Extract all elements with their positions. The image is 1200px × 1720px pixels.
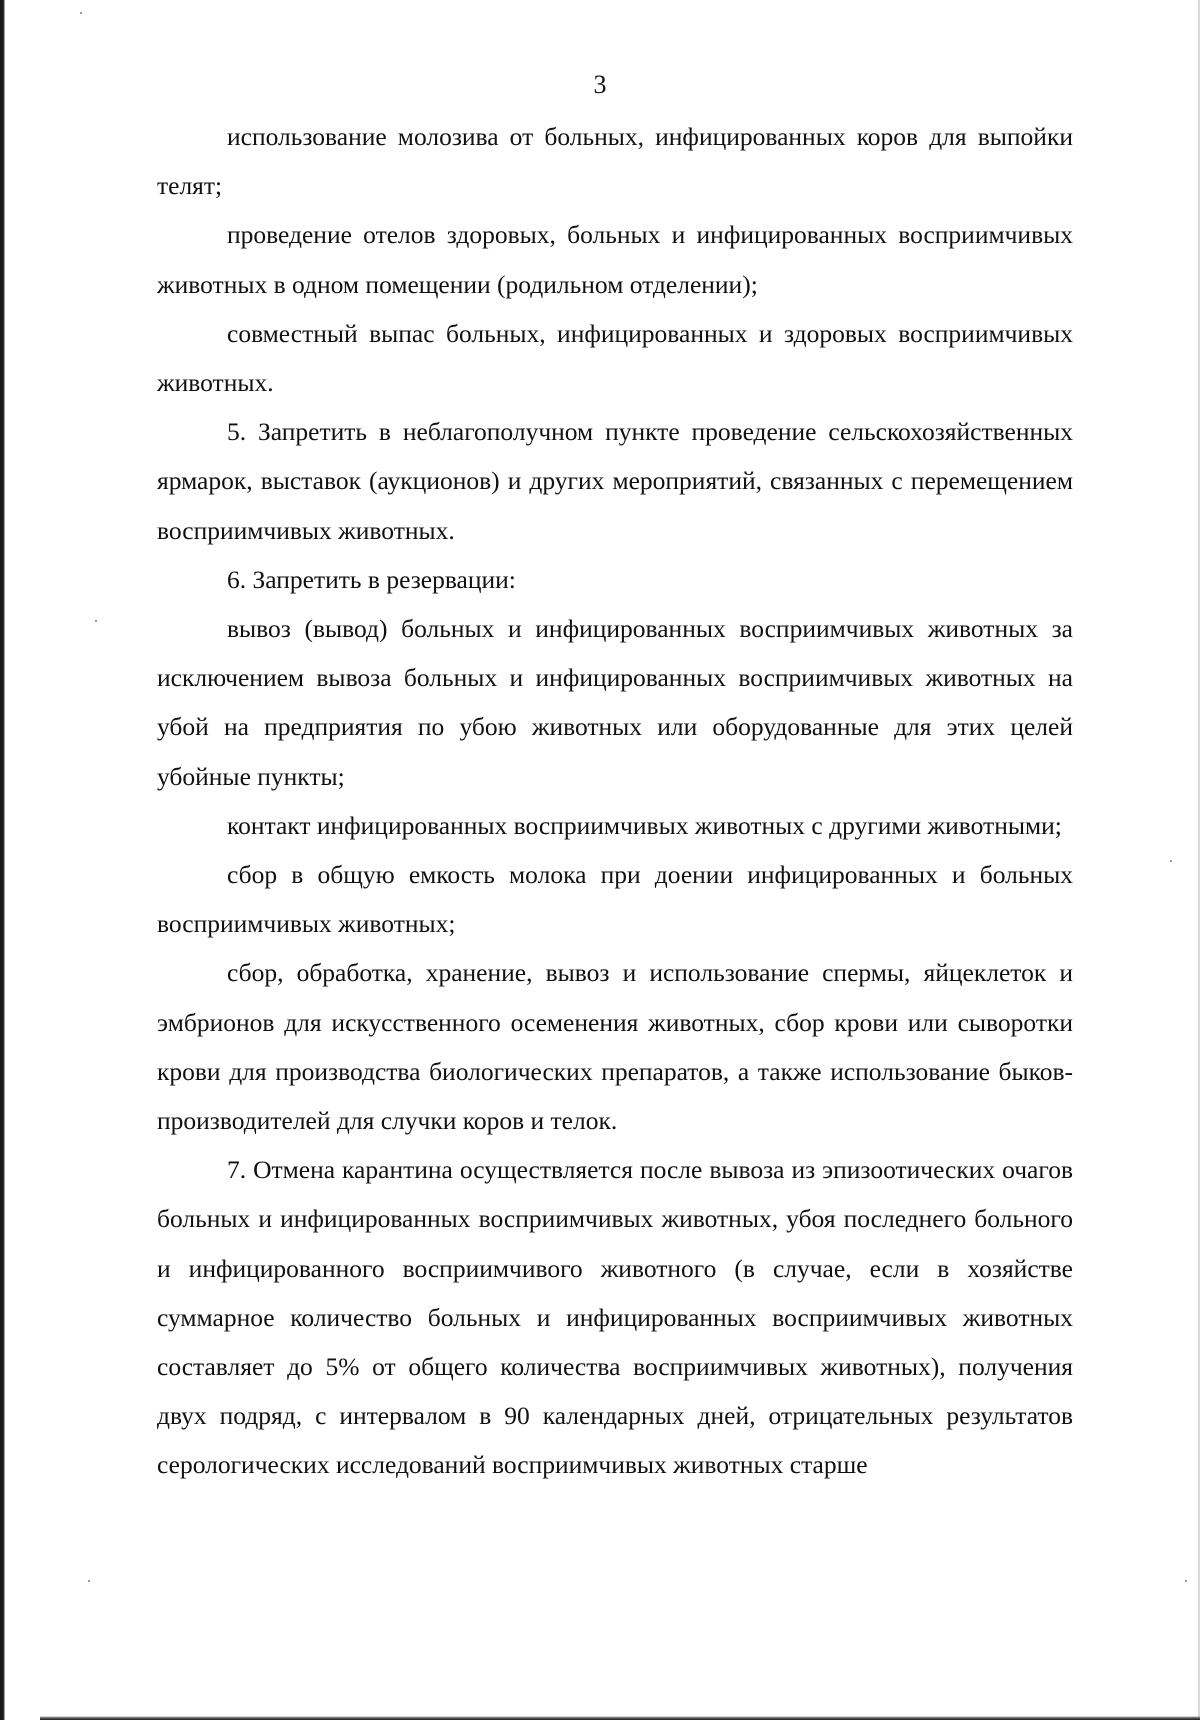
scan-speck: [95, 620, 97, 622]
paragraph: использование молозива от больных, инфицированных коров для выпойки телят;: [157, 122, 1073, 201]
paragraph: 6. Запретить в резервации:: [227, 564, 516, 594]
document-body: [157, 112, 1073, 1490]
scan-speck: [1185, 1580, 1187, 1582]
paragraph: совместный выпас больных, инфицированных и здоровых восприимчивых животных.: [157, 318, 1073, 398]
paragraph: контакт инфицированных восприимчивых животных с другими животными;: [227, 810, 1062, 840]
scan-bottom-edge: [40, 1716, 1200, 1720]
paragraph: сбор, обработка, хранение, вывоз и использование спермы, яйцеклеток и эмбрионов для искусственного осеменения животных, сбор крови или сыворотки крови для производства биологических препаратов, а также использование быков-производителей для случки коров и телок.: [157, 958, 1073, 1136]
scan-speck: [1170, 860, 1172, 862]
scan-speck: [88, 1580, 90, 1582]
paragraph: 5. Запретить в неблагополучном пункте проведение сельскохозяйственных ярмарок, выставок (аукционов) и других мероприятий, связанных с перемещением восприимчивых животных.: [157, 417, 1073, 545]
scan-left-edge: [0, 0, 5, 1720]
scan-speck: [80, 12, 82, 14]
paragraph: 7. Отмена карантина осуществляется после вывоза из эпизоотических очагов больных и инфицированных восприимчивых животных, убоя последнего больного и инфицированного восприимчивого животного (в случае, если в хозяйстве суммарное количество больных и инфицированных восприимчивых животных составляет до 5% от общего количества восприимчивых животных), получения двух подряд, с интервалом в 90 календарных дней, отрицательных результатов серологических исследований восприимчивых животных старше: [157, 1155, 1073, 1480]
paragraph: вывоз (вывод) больных и инфицированных восприимчивых животных за исключением вывоза больных и инфицированных восприимчивых животных на убой на предприятия по убою животных или оборудованные для этих целей убойные пункты;: [157, 614, 1073, 791]
paragraph: проведение отелов здоровых, больных и инфицированных восприимчивых животных в одном помещении (родильном отделении);: [157, 220, 1073, 299]
page-number: 3: [593, 70, 607, 99]
paragraph: сбор в общую емкость молока при доении инфицированных и больных восприимчивых животных;: [157, 860, 1073, 939]
